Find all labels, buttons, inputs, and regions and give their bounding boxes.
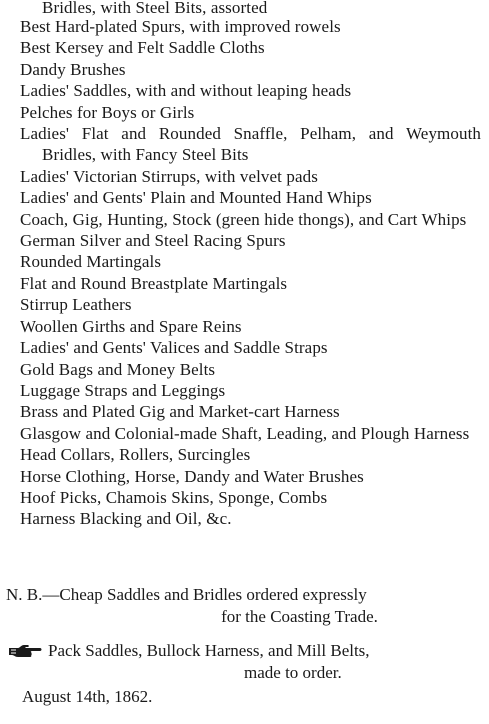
list-item: Ladies' Flat and Rounded Snaffle, Pelham, and Weymouth Bridles, with Fancy Steel Bits	[20, 124, 481, 165]
list-item: Ladies' Saddles, with and without leaping heads	[20, 81, 352, 101]
list-item: Dandy Brushes	[20, 59, 126, 79]
list-item: Best Kersey and Felt Saddle Cloths	[20, 38, 265, 58]
list-item: Horse Clothing, Horse, Dandy and Water Brushes	[20, 466, 364, 486]
pack-saddles-line-2: made to order.	[244, 663, 342, 682]
list-item: Ladies' and Gents' Valices and Saddle Straps	[20, 338, 328, 358]
list-item: Bridles, with Steel Bits, assorted	[42, 0, 268, 17]
list-item: Gold Bags and Money Belts	[20, 359, 216, 379]
nota-bene-line-1: N. B.—Cheap Saddles and Bridles ordered expressly	[6, 585, 367, 604]
pointing-hand-icon	[8, 643, 42, 659]
list-item: Hoof Picks, Chamois Skins, Sponge, Combs	[20, 487, 328, 507]
list-item: Ladies' and Gents' Plain and Mounted Hand Whips	[20, 188, 372, 208]
advertisement-date: August 14th, 1862.	[22, 687, 153, 706]
list-item: Woollen Girths and Spare Reins	[20, 316, 242, 336]
list-item: German Silver and Steel Racing Spurs	[20, 231, 286, 251]
list-item: Stirrup Leathers	[20, 295, 132, 315]
list-item: Harness Blacking and Oil, &c.	[20, 509, 232, 529]
list-item: Best Hard-plated Spurs, with improved rowels	[20, 17, 341, 36]
list-item: Pelches for Boys or Girls	[20, 102, 195, 122]
list-item: Ladies' Victorian Stirrups, with velvet pads	[20, 166, 318, 186]
pack-saddles-note	[0, 640, 489, 684]
nota-bene-line-2: for the Coasting Trade.	[221, 607, 378, 626]
list-item: Luggage Straps and Leggings	[20, 380, 226, 400]
list-item: Head Collars, Rollers, Surcingles	[20, 445, 251, 465]
list-item: Coach, Gig, Hunting, Stock (green hide thongs), and Cart Whips	[20, 209, 467, 229]
nota-bene-note	[0, 584, 489, 628]
pack-saddles-line-1: Pack Saddles, Bullock Harness, and Mill Belts,	[48, 641, 370, 660]
list-item: Glasgow and Colonial-made Shaft, Leading, and Plough Harness	[20, 423, 470, 443]
list-item: Brass and Plated Gig and Market-cart Harness	[20, 402, 340, 422]
list-item: Rounded Martingals	[20, 252, 162, 272]
list-item: Flat and Round Breastplate Martingals	[20, 273, 288, 293]
